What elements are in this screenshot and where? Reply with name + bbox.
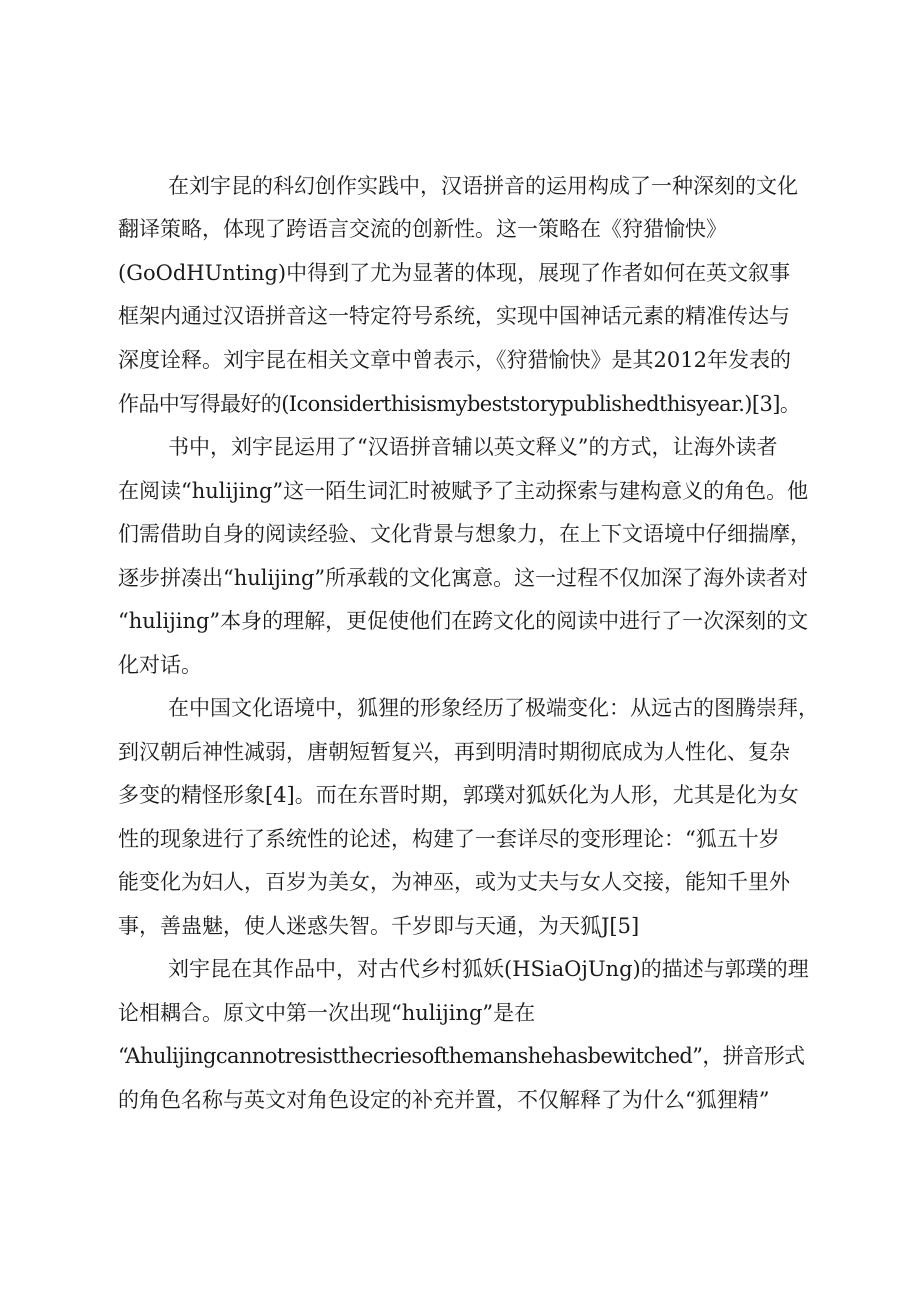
paragraph-3-line-1: 在中国文化语境中，狐狸的形象经历了极端变化：从远古的图腾崇拜， (168, 696, 819, 720)
paragraph-3-line-6: 事，善蛊魅，使人迷惑失智。千岁即与天通，为天狐J[5] (118, 914, 640, 938)
paragraph-4-line-4: 的角色名称与英文对角色设定的补充并置，不仅解释了为什么“狐狸精” (118, 1088, 770, 1112)
paragraph-1-line-2: 翻译策略，体现了跨语言交流的创新性。这一策略在《狩猎愉快》 (118, 217, 727, 241)
paragraph-2-line-1: 书中，刘宇昆运用了“汉语拼音辅以英文释义”的方式，让海外读者 (168, 435, 778, 459)
paragraph-2-line-2: 在阅读“hulijing”这一陌生词汇时被赋予了主动探索与建构意义的角色。他 (118, 479, 809, 503)
paragraph-3-line-2: 到汉朝后神性减弱，唐朝短暂复兴，再到明清时期彻底成为人性化、复杂 (118, 740, 790, 764)
paragraph-1-line-4: 框架内通过汉语拼音这一特定符号系统，实现中国神话元素的精准传达与 (118, 304, 790, 328)
paragraph-1-line-6: 作品中写得最好的(Iconsiderthisismybeststorypublishedthisyear.)[3]。 (118, 392, 801, 416)
paragraph-3-line-4: 性的现象进行了系统性的论述，构建了一套详尽的变形理论：“狐五十岁 (118, 827, 780, 851)
paragraph-1-line-5: 深度诠释。刘宇昆在相关文章中曾表示，《狩猎愉快》是其2012年发表的 (118, 348, 791, 372)
paragraph-2-line-4: 逐步拼凑出“hulijing”所承载的文化寓意。这一过程不仅加深了海外读者对 (118, 566, 809, 590)
paragraph-2-line-6: 化对话。 (118, 653, 202, 677)
paragraph-3-line-5: 能变化为妇人，百岁为美女，为神巫，或为丈夫与女人交接，能知千里外 (118, 870, 790, 894)
paragraph-4-line-1: 刘宇昆在其作品中，对古代乡村狐妖(HSiaOjUng)的描述与郭璞的理 (168, 957, 809, 981)
paragraph-3-line-3: 多变的精怪形象[4]。而在东晋时期，郭璞对狐妖化为人形，尤其是化为女 (118, 783, 799, 807)
paragraph-1-line-1: 在刘宇昆的科幻创作实践中，汉语拼音的运用构成了一种深刻的文化 (168, 174, 798, 198)
paragraph-2-line-5: “hulijing”本身的理解，更促使他们在跨文化的阅读中进行了一次深刻的文 (118, 609, 809, 633)
paragraph-4-line-3: “Ahulijingcannotresistthecriesofthemanshehasbewitched”，拼音形式 (118, 1044, 805, 1068)
paragraph-2-line-3: 们需借助自身的阅读经验、文化背景与想象力，在上下文语境中仔细揣摩， (118, 522, 811, 546)
paragraph-1-line-3: (GoOdHUnting)中得到了尤为显著的体现，展现了作者如何在英文叙事 (118, 261, 791, 285)
paragraph-4-line-2: 论相耦合。原文中第一次出现“hulijing”是在 (118, 1001, 536, 1025)
